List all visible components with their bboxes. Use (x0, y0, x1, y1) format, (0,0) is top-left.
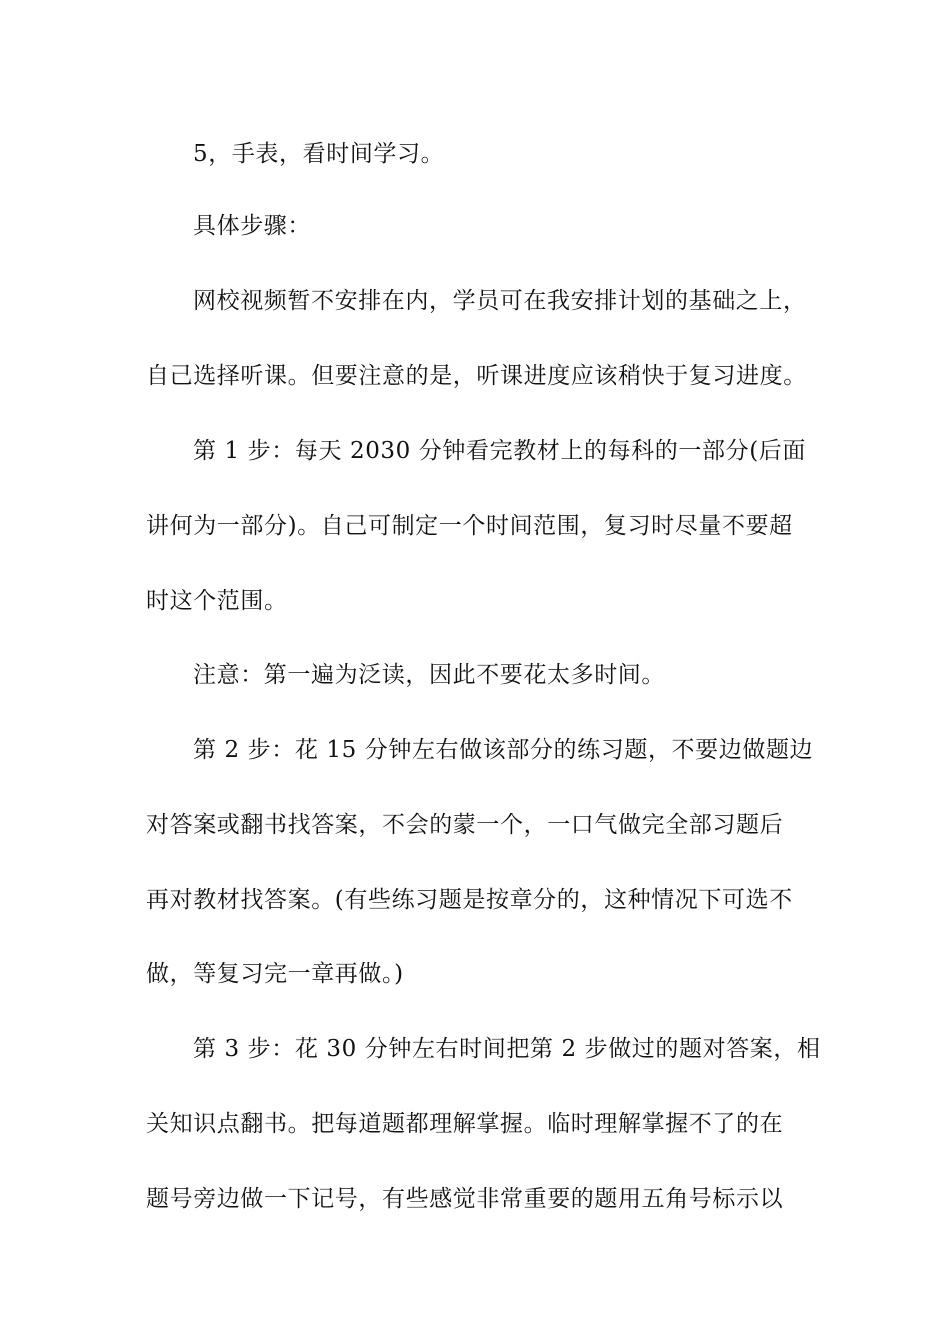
text-line: 题号旁边做一下记号，有些感觉非常重要的题用五角号标示以 (146, 1186, 784, 1212)
text-line: 讲何为一部分)。自己可制定一个时间范围，复习时尽量不要超 (146, 513, 793, 539)
text-line: 第 3 步：花 30 分钟左右时间把第 2 步做过的题对答案，相 (193, 1036, 821, 1062)
text-line: 具体步骤： (193, 213, 311, 239)
text-line: 自己选择听课。但要注意的是，听课进度应该稍快于复习进度。 (146, 363, 807, 389)
text-line: 对答案或翻书找答案，不会的蒙一个，一口气做完全部习题后 (146, 812, 784, 838)
text-line: 第 1 步：每天 2030 分钟看完教材上的每科的一部分(后面 (193, 438, 806, 464)
text-line: 网校视频暂不安排在内，学员可在我安排计划的基础之上， (193, 288, 807, 314)
text-line: 做，等复习完一章再做。) (146, 961, 404, 987)
text-line: 第 2 步：花 15 分钟左右做该部分的练习题，不要边做题边 (193, 737, 814, 763)
text-line: 时这个范围。 (146, 588, 288, 614)
text-line: 再对教材找答案。(有些练习题是按章分的，这种情况下可选不 (146, 887, 793, 913)
text-line: 注意：第一遍为泛读，因此不要花太多时间。 (193, 662, 665, 688)
text-line: 关知识点翻书。把每道题都理解掌握。临时理解掌握不了的在 (146, 1111, 784, 1137)
text-line: 5，手表，看时间学习。 (193, 141, 445, 167)
